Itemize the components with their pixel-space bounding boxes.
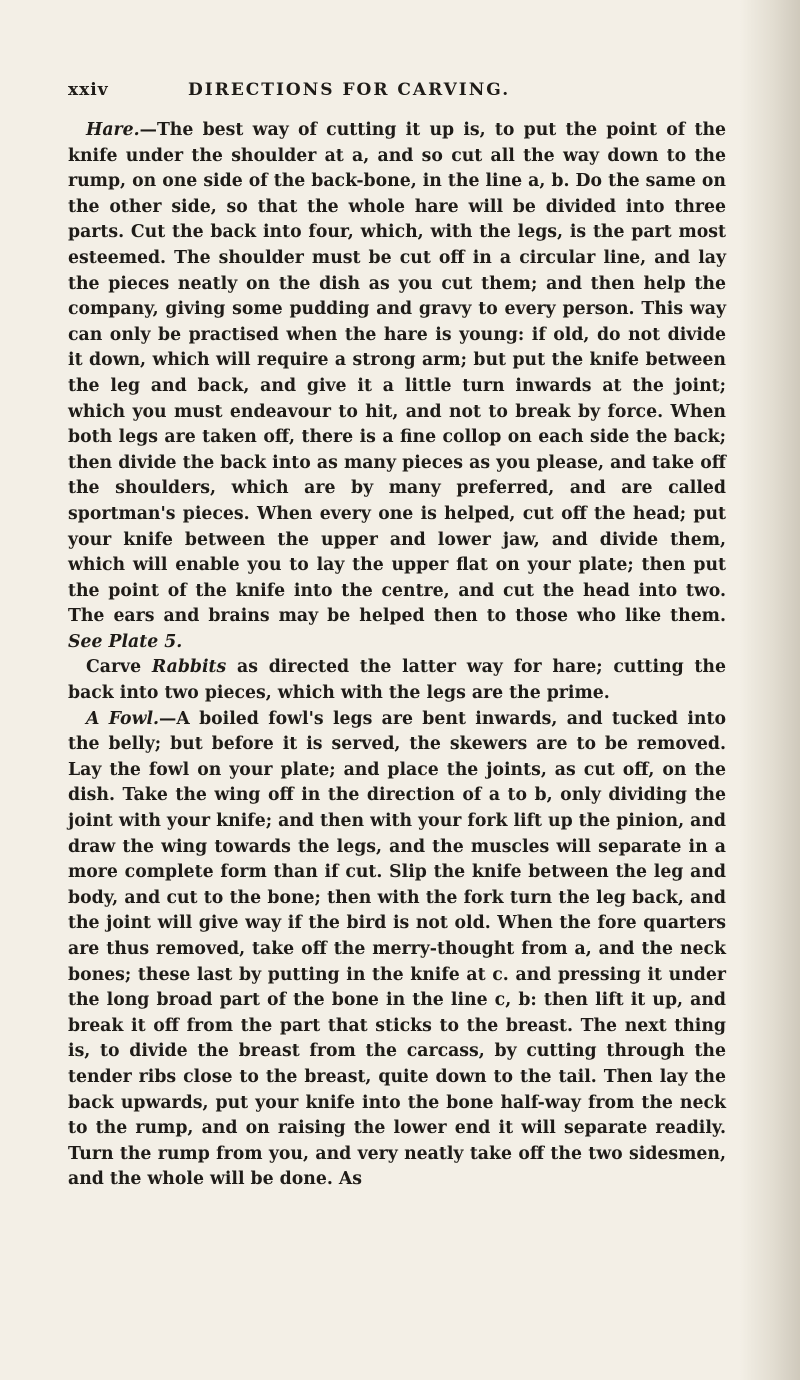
paragraph-hare <box>68 118 726 655</box>
paragraph-prefix: Carve <box>86 657 142 678</box>
section-title-rabbits: Rabbits <box>151 657 227 678</box>
page-edge-shadow <box>740 0 800 1380</box>
running-title: DIRECTIONS FOR CARVING. <box>188 80 511 100</box>
plate-reference: See Plate 5. <box>68 631 183 652</box>
body-text <box>68 118 726 1193</box>
paragraph-rabbits <box>68 655 726 706</box>
paragraph-text: —A boiled fowl's legs are bent inwards, and tucked into the belly; but before it is served, the skewers are to be removed. Lay the fowl on your plate; and place the joints, as cut off, on the dish. Take the wing off in the direction of a to b, only dividing the joint with your knife; and then with your fork lift up the pinion, and draw the wing towards the legs, and the muscles will separate in a more complete form than if cut. Slip the knife between the leg and body, and cut to the bone; then with the fork turn the leg back, and the joint will give way if the bird is not old. When the fore quarters are thus removed, take off the merry-thought from a, and the neck bones; these last by putting in the knife at c. and pressing it under the long broad part of the bone in the line c, b: then lift it up, and break it off from the part that sticks to the breast. The next thing is, to divide the breast from the carcass, by cutting through the tender ribs close to the breast, quite down to the tail. Then lay the back upwards, put your knife into the bone half-way from the neck to the rump, and on raising the lower end it will separate readily. Turn the rump from you, and very neatly take off the two sidesmen, and the whole will be done. As <box>68 708 726 1190</box>
section-title-fowl: A Fowl. <box>86 708 160 729</box>
page-number: xxiv <box>68 80 109 100</box>
paragraph-text: as directed the latter way for hare; cutting the back into two pieces, which with the legs are the prime. <box>68 657 726 704</box>
section-title-hare: Hare. <box>86 120 140 140</box>
paragraph-fowl <box>68 707 726 1193</box>
paragraph-text: —The best way of cutting it up is, to put the point of the knife under the shoulder at a, and so cut all the way down to the rump, on one side of the back-bone, in the line a, b. Do the same on the other side, so that the whole hare will be divided into three parts. Cut the back into four, which, with the legs, is the part most esteemed. The shoulder must be cut off in a circular line, and lay the pieces neatly on the dish as you cut them; and then help the company, giving some pudding and gravy to every person. This way can only be practised when the hare is young: if old, do not divide it down, which will require a strong arm; but put the knife between the leg and back, and give it a little turn inwards at the joint; which you must endeavour to hit, and not to break by force. When both legs are taken off, there is a fine collop on each side the back; then divide the back into as many pieces as you please, and take off the shoulders, which are by many preferred, and are called sportman's pieces. When every one is helped, cut off the head; put your knife between the upper and lower jaw, and divide them, which will enable you to lay the upper flat on your plate; then put the point of the knife into the centre, and cut the head into two. The ears and brains may be helped then to those who like them. <box>68 120 726 627</box>
